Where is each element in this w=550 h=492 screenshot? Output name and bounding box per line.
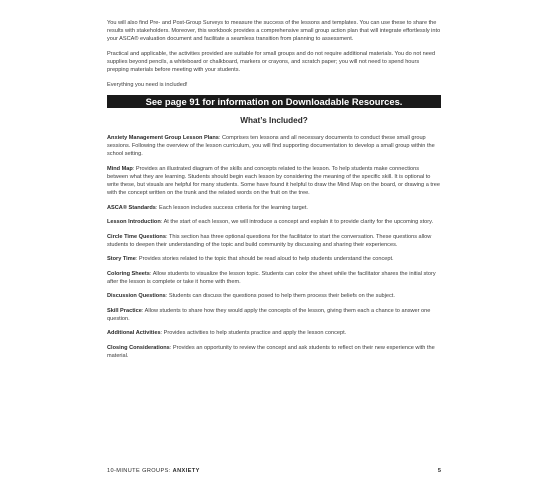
item-asca-standards	[107, 204, 441, 212]
item-story-time	[107, 255, 441, 263]
item-term: Skill Practice	[107, 307, 142, 314]
item-coloring-sheets	[107, 270, 441, 286]
page-number: 5	[437, 468, 441, 474]
item-term: Lesson Introduction	[107, 219, 161, 226]
item-term: Story Time	[107, 256, 136, 263]
item-text: : Provides an opportunity to review the concept and ask students to reflect on their new experience with the material.	[107, 344, 435, 359]
item-text: : Students can discuss the questions posed to help them process their beliefs on the subject.	[165, 293, 395, 300]
footer-series: 10-MINUTE GROUPS:	[107, 468, 171, 474]
item-term: Circle Time Questions	[107, 233, 166, 240]
intro-paragraph-2: Practical and applicable, the activities provided are suitable for small groups and do not require additional materials. You do not need supplies beyond pencils, a whiteboard or chalkboard, markers or crayons, and scratch paper; you will not need to spend hours prepping materials before meeting with your students.	[107, 50, 436, 74]
item-text: : Provides an illustrated diagram of the skills and concepts related to the lesson. To help students make connections between what they are learning. Students should begin each lesson by considering the meaning of the specific skill. It is optional to write these, but visuals are helpful for many students. Some have found it helpful to draw the Mind Map on the board, or drawing a tree with the concept written on the trunk and the related words on the fruit on the tree.	[107, 165, 441, 197]
item-term: Mind Map	[107, 165, 133, 172]
downloadable-resources-banner: See page 91 for information on Downloadable Resources.	[107, 95, 441, 108]
item-discussion-questions	[107, 292, 441, 300]
section-title: What’s Included?	[240, 115, 308, 125]
item-text: : At the start of each lesson, we will introduce a concept and explain it to provide clarity for the upcoming story.	[160, 219, 434, 226]
item-text: : Comprises ten lessons and all necessary documents to conduct these small group sessions. Following the overview of the lesson curriculum, you will find supporting documentation to develop a small group within the school setting.	[107, 134, 435, 158]
item-term: Coloring Sheets	[107, 270, 150, 277]
item-term: ASCA® Standards	[107, 204, 156, 211]
footer-subject: ANXIETY	[172, 468, 200, 474]
item-term: Additional Activities	[107, 330, 161, 337]
item-text: : Allow students to share how they would apply the concepts of the lesson, giving them each a chance to answer one question.	[107, 307, 431, 322]
item-term: Discussion Questions	[107, 293, 166, 300]
item-closing-considerations	[107, 344, 441, 360]
item-skill-practice	[107, 307, 441, 323]
item-lesson-introduction	[107, 218, 441, 226]
item-text: : Provides activities to help students practice and apply the lesson concept.	[160, 330, 347, 337]
intro-paragraph-1: You will also find Pre- and Post-Group Surveys to measure the success of the lessons and templates. You can use these to share the results with stakeholders. Moreover, this workbook provides a comprehensive small group action plan that will integrate effortlessly into your ASCA® evaluation document and facilitate a seamless transition from planning to assessment.	[107, 20, 441, 43]
item-lesson-plans	[107, 134, 441, 159]
item-text: : This section has three optional questions for the facilitator to start the conversation. These questions allow students to deepen their understanding of the topic and build community by discussing and sharing their experiences.	[107, 233, 432, 248]
item-circle-time	[107, 233, 441, 249]
intro-paragraph-3: Everything you need is included!	[107, 81, 188, 88]
page-content	[107, 19, 441, 366]
item-term: Anxiety Management Group Lesson Plans	[107, 134, 219, 141]
footer-series-title	[107, 468, 200, 474]
item-additional-activities	[107, 329, 441, 337]
page-footer	[107, 468, 441, 474]
item-mind-map	[107, 165, 441, 198]
item-term: Closing Considerations	[107, 344, 170, 351]
item-text: : Each lesson includes success criteria for the learning target.	[155, 204, 308, 211]
item-text: : Allow students to visualize the lesson topic. Students can color the sheet while the facilitator shares the initial story after the lesson is complete or take it home with them.	[107, 270, 436, 285]
item-text: : Provides stories related to the topic that should be read aloud to help students understand the concept.	[135, 256, 394, 263]
